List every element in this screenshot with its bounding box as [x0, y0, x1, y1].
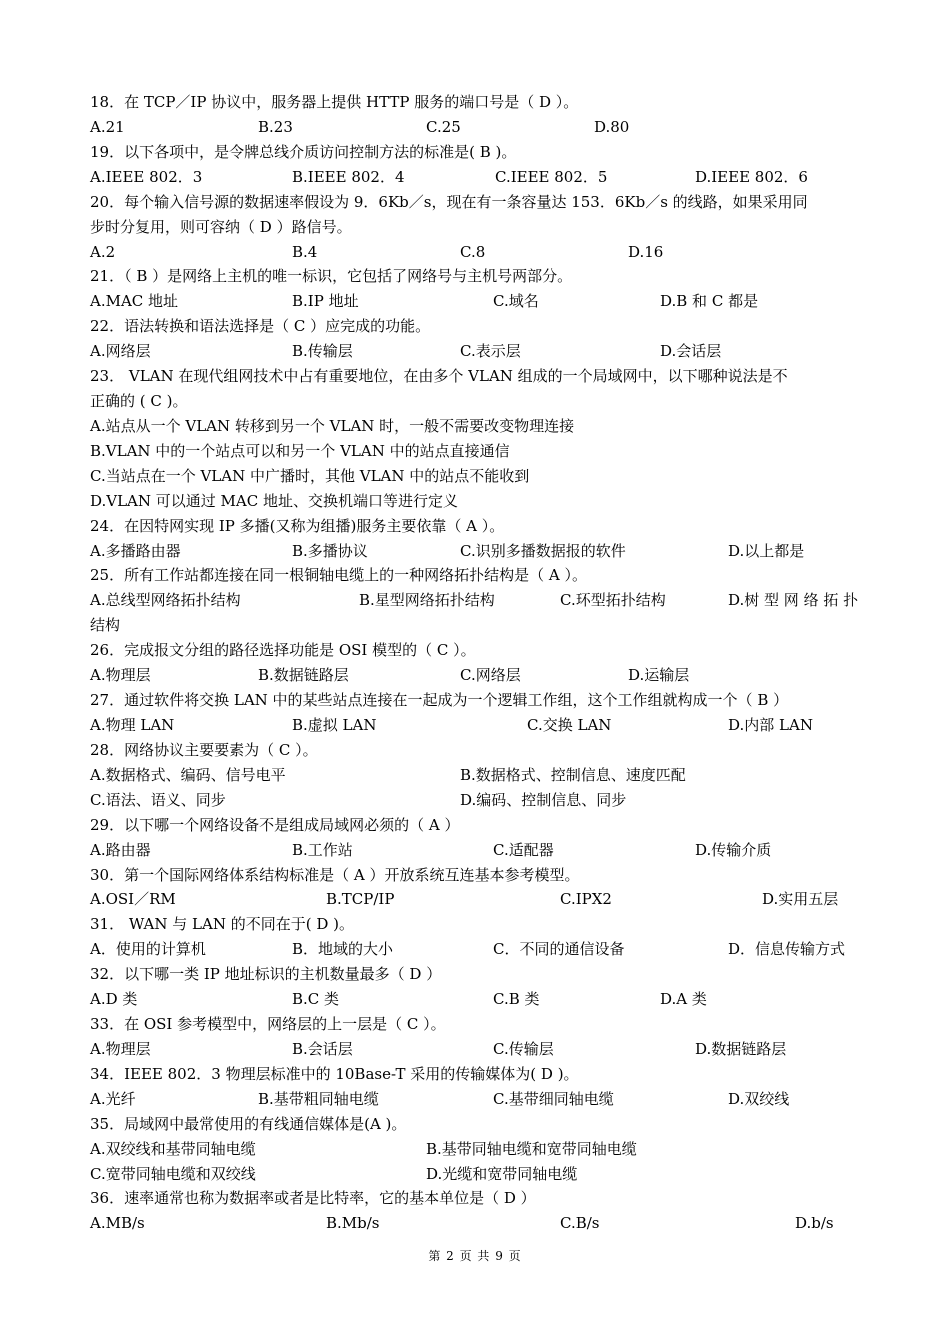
- answer-option: C.域名: [493, 292, 539, 311]
- answer-option: B.虚拟 LAN: [292, 716, 377, 734]
- answer-option: A.物理层: [90, 1039, 151, 1058]
- answer-option: C.25: [426, 117, 461, 136]
- answer-option: D.16: [628, 242, 664, 261]
- answer-option: C.交换 LAN: [527, 716, 612, 734]
- question-line: 18．在 TCP／IP 协议中，服务器上提供 HTTP 服务的端口号是（ D ）。: [90, 93, 579, 111]
- question-line: 24．在因特网实现 IP 多播(又称为组播)服务主要依靠（ A ）。: [90, 516, 505, 535]
- answer-option: A．使用的计算机: [90, 940, 206, 959]
- question-line: 步时分复用，则可容纳（ D ）路信号。: [90, 217, 352, 236]
- question-line: 32．以下哪一类 IP 地址标识的主机数量最多（ D ）: [90, 965, 442, 984]
- answer-option: C.IPX2: [560, 890, 612, 909]
- question-line: 结构: [90, 616, 121, 635]
- answer-option: D.会话层: [660, 342, 722, 361]
- question-line: 21．（ B ）是网络上主机的唯一标识，它包括了网络号与主机号两部分。: [90, 267, 573, 286]
- answer-option: B.会话层: [292, 1039, 353, 1058]
- question-line: 33．在 OSI 参考模型中，网络层的上一层是（ C ）。: [90, 1015, 446, 1034]
- answer-option: C.传输层: [493, 1039, 554, 1058]
- question-line: B.VLAN 中的一个站点可以和另一个 VLAN 中的站点直接通信: [90, 441, 510, 460]
- answer-option: C.表示层: [460, 342, 521, 361]
- answer-option: D.运输层: [628, 666, 690, 685]
- question-line: 26．完成报文分组的路径选择功能是 OSI 模型的（ C ）。: [90, 641, 476, 660]
- answer-option: D.80: [594, 117, 630, 136]
- question-line: 31． WAN 与 LAN 的不同在于( D )。: [90, 915, 354, 934]
- answer-option: D.实用五层: [762, 890, 839, 909]
- page-footer: 第 2 页 共 9 页: [428, 1249, 522, 1263]
- answer-option: D.以上都是: [728, 541, 805, 560]
- answer-option: A.网络层: [90, 342, 151, 361]
- question-line: 22．语法转换和语法选择是（ C ）应完成的功能。: [90, 317, 431, 336]
- question-line: C.当站点在一个 VLAN 中广播时，其他 VLAN 中的站点不能收到: [90, 466, 530, 485]
- answer-option: B.数据格式、控制信息、速度匹配: [460, 765, 686, 784]
- answer-option: C.B 类: [493, 990, 540, 1009]
- answer-option: A.物理层: [90, 666, 151, 685]
- answer-option: D.双绞线: [728, 1089, 790, 1108]
- question-line: 25．所有工作站都连接在同一根铜轴电缆上的一种网络拓扑结构是（ A ）。: [90, 566, 587, 585]
- question-line: 27．通过软件将交换 LAN 中的某些站点连接在一起成为一个逻辑工作组，这个工作组就构成一个（ B ）: [90, 691, 789, 710]
- answer-option: D.B 和 C 都是: [660, 292, 759, 311]
- answer-option: A.MB/s: [90, 1214, 145, 1233]
- question-line: 36．速率通常也称为数据率或者是比特率，它的基本单位是（ D ）: [90, 1189, 536, 1208]
- answer-option: A.2: [90, 242, 116, 261]
- question-line: 20．每个输入信号源的数据速率假设为 9．6Kb／s，现在有一条容量达 153．6Kb／s 的线路，如果采用同: [90, 192, 808, 211]
- answer-option: A.数据格式、编码、信号电平: [90, 765, 286, 784]
- answer-option: A.路由器: [90, 840, 151, 859]
- answer-option: B.基带粗同轴电缆: [258, 1089, 379, 1108]
- answer-option: C.宽带同轴电缆和双绞线: [90, 1164, 256, 1183]
- answer-option: C.8: [460, 242, 486, 261]
- answer-option: B.23: [258, 117, 293, 136]
- question-line: 29．以下哪一个网络设备不是组成局域网必须的（ A ）: [90, 815, 460, 834]
- answer-option: A.MAC 地址: [90, 292, 179, 311]
- answer-option: A.总线型网络拓扑结构: [90, 591, 241, 610]
- answer-option: D.传输介质: [695, 840, 772, 859]
- answer-option: D.b/s: [795, 1214, 834, 1233]
- answer-option: D.IEEE 802．6: [695, 167, 808, 186]
- answer-option: A.D 类: [90, 990, 138, 1009]
- question-line: 19．以下各项中，是令牌总线介质访问控制方法的标准是( B )。: [90, 142, 517, 161]
- answer-option: A.物理 LAN: [90, 716, 175, 734]
- answer-option: B.多播协议: [292, 541, 368, 560]
- answer-option: C.识别多播数据报的软件: [460, 541, 626, 560]
- answer-option: B.基带同轴电缆和宽带同轴电缆: [426, 1139, 637, 1158]
- answer-option: A.OSI／RM: [90, 890, 176, 909]
- answer-option: C.网络层: [460, 666, 521, 685]
- question-line: 正确的 ( C )。: [90, 392, 188, 411]
- answer-option: B.传输层: [292, 342, 353, 361]
- question-line: A.站点从一个 VLAN 转移到另一个 VLAN 时，一般不需要改变物理连接: [90, 416, 575, 435]
- question-line: 30．第一个国际网络体系结构标准是（ A ）开放系统互连基本参考模型。: [90, 865, 580, 884]
- answer-option: B.数据链路层: [258, 666, 349, 685]
- answer-option: D.树 型 网 络 拓 扑: [728, 591, 859, 610]
- answer-option: C．不同的通信设备: [493, 940, 625, 959]
- answer-option: A.双绞线和基带同轴电缆: [90, 1139, 256, 1158]
- answer-option: A.21: [90, 117, 125, 136]
- answer-option: C.基带细同轴电缆: [493, 1089, 614, 1108]
- answer-option: C.环型拓扑结构: [560, 591, 666, 610]
- answer-option: A.IEEE 802．3: [90, 167, 203, 186]
- answer-option: B.TCP/IP: [326, 890, 395, 909]
- answer-option: B.4: [292, 242, 318, 261]
- answer-option: A.光纤: [90, 1089, 136, 1108]
- answer-option: C.适配器: [493, 840, 554, 859]
- answer-option: A.多播路由器: [90, 541, 181, 560]
- question-line: D.VLAN 可以通过 MAC 地址、交换机端口等进行定义: [90, 491, 458, 510]
- answer-option: C.B/s: [560, 1214, 600, 1233]
- answer-option: C.IEEE 802．5: [495, 167, 608, 186]
- answer-option: B.工作站: [292, 840, 353, 859]
- question-line: 34．IEEE 802．3 物理层标准中的 10Base-T 采用的传输媒体为( D )。: [90, 1064, 579, 1083]
- answer-option: D．信息传输方式: [728, 940, 846, 959]
- question-line: 23． VLAN 在现代组网技术中占有重要地位，在由多个 VLAN 组成的一个局域网中，以下哪种说法是不: [90, 367, 788, 386]
- answer-option: D.内部 LAN: [728, 716, 813, 734]
- answer-option: B．地域的大小: [292, 940, 394, 959]
- answer-option: D.编码、控制信息、同步: [460, 790, 627, 809]
- answer-option: C.语法、语义、同步: [90, 790, 226, 809]
- answer-option: B.星型网络拓扑结构: [359, 591, 495, 610]
- answer-option: B.IP 地址: [292, 292, 359, 311]
- question-line: 35．局域网中最常使用的有线通信媒体是(A )。: [90, 1114, 407, 1133]
- answer-option: D.光缆和宽带同轴电缆: [426, 1164, 578, 1183]
- answer-option: B.IEEE 802．4: [292, 167, 405, 186]
- answer-option: B.C 类: [292, 990, 340, 1009]
- question-line: 28．网络协议主要要素为（ C ）。: [90, 740, 318, 759]
- answer-option: D.A 类: [660, 990, 707, 1009]
- answer-option: D.数据链路层: [695, 1039, 787, 1058]
- answer-option: B.Mb/s: [326, 1214, 380, 1233]
